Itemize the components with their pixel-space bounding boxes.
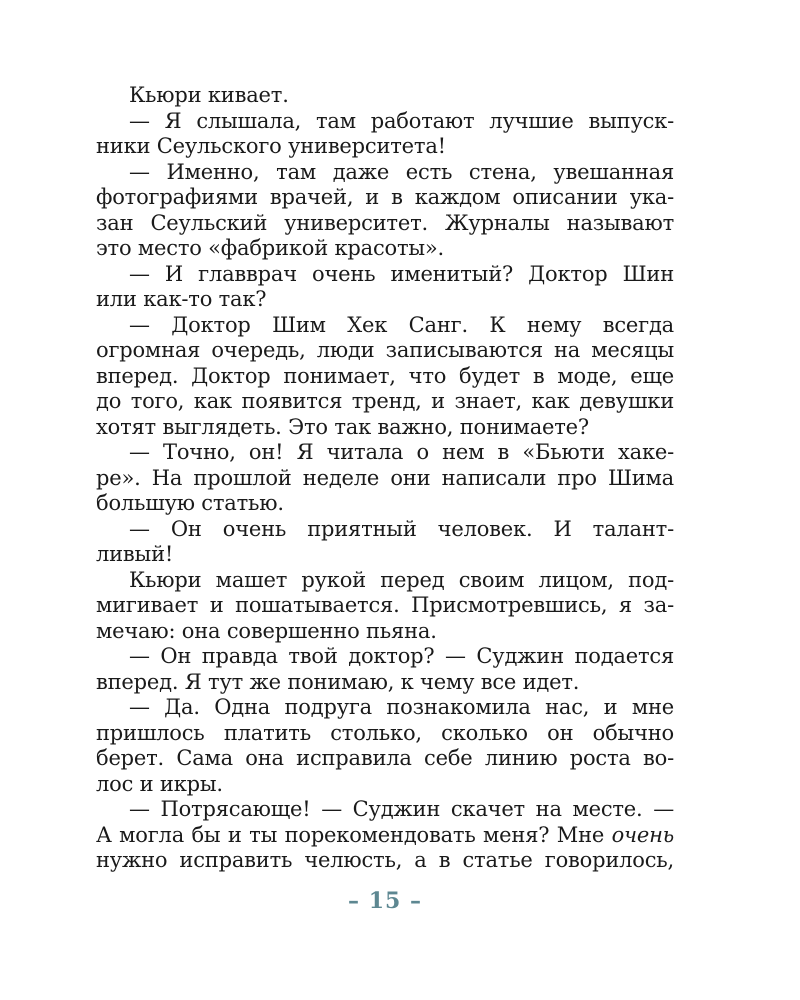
book-page <box>96 0 674 1000</box>
text-line: зан Сеульский университет. Журналы называют <box>96 210 674 235</box>
text-line: — Точно, он! Я читала о нем в «Бьюти хаке- <box>129 440 674 464</box>
text-line: вперед. Доктор понимает, что будет в моде, еще <box>96 363 674 388</box>
text-line: ливый! <box>96 542 174 566</box>
text-line: вперед. Я тут же понимаю, к чему все идет. <box>96 669 580 694</box>
text-line: — И главврач очень именитый? Доктор Шин <box>129 261 674 286</box>
body-text <box>96 83 674 874</box>
text-line: мигивает и пошатывается. Присмотревшись, я за- <box>96 593 674 617</box>
text-line: хотят выглядеть. Это так важно, понимаете? <box>96 414 589 439</box>
text-line: пришлось платить столько, сколько он обычно <box>96 720 674 745</box>
text-line: Кьюри машет рукой перед своим лицом, под- <box>129 567 674 592</box>
text-line: фотографиями врачей, и в каждом описании ука- <box>96 185 674 209</box>
text-line: ре». На прошлой неделе они написали про Шима <box>96 465 674 490</box>
text-line: — Я слышала, там работают лучшие выпуск- <box>129 108 674 133</box>
text-line: мечаю: она совершенно пьяна. <box>96 618 437 643</box>
text-line: — Да. Одна подруга познакомила нас, и мне <box>129 695 674 719</box>
text-line: ники Сеульского университета! <box>96 134 446 158</box>
text-line: — Потрясающе! — Суджин скачет на месте. — <box>129 797 674 821</box>
page-number: – 15 – <box>348 888 422 914</box>
text-line: лос и икры. <box>96 771 223 796</box>
text-line: огромная очередь, люди записываются на месяцы <box>96 338 674 362</box>
text-line: или как-то так? <box>96 287 267 311</box>
text-line: берет. Сама она исправила себе линию роста во- <box>96 746 674 770</box>
text-line: большую статью. <box>96 491 284 515</box>
text-line: до того, как появится тренд, и знает, как девушки <box>96 389 674 413</box>
text-line: А могла бы и ты порекомендовать меня? Мне очень <box>96 822 674 847</box>
text-line: — Он правда твой доктор? — Суджин подается <box>129 644 674 668</box>
text-line: нужно исправить челюсть, а в статье говорилось, <box>96 848 674 872</box>
text-line: — Доктор Шим Хек Санг. К нему всегда <box>129 312 674 337</box>
emphasis-word: очень <box>611 822 674 847</box>
text-line: это место «фабрикой красоты». <box>96 236 445 260</box>
text-line: Кьюри кивает. <box>129 83 289 107</box>
text-line: — Именно, там даже есть стена, увешанная <box>129 159 674 184</box>
text-line: — Он очень приятный человек. И талант- <box>129 516 674 541</box>
